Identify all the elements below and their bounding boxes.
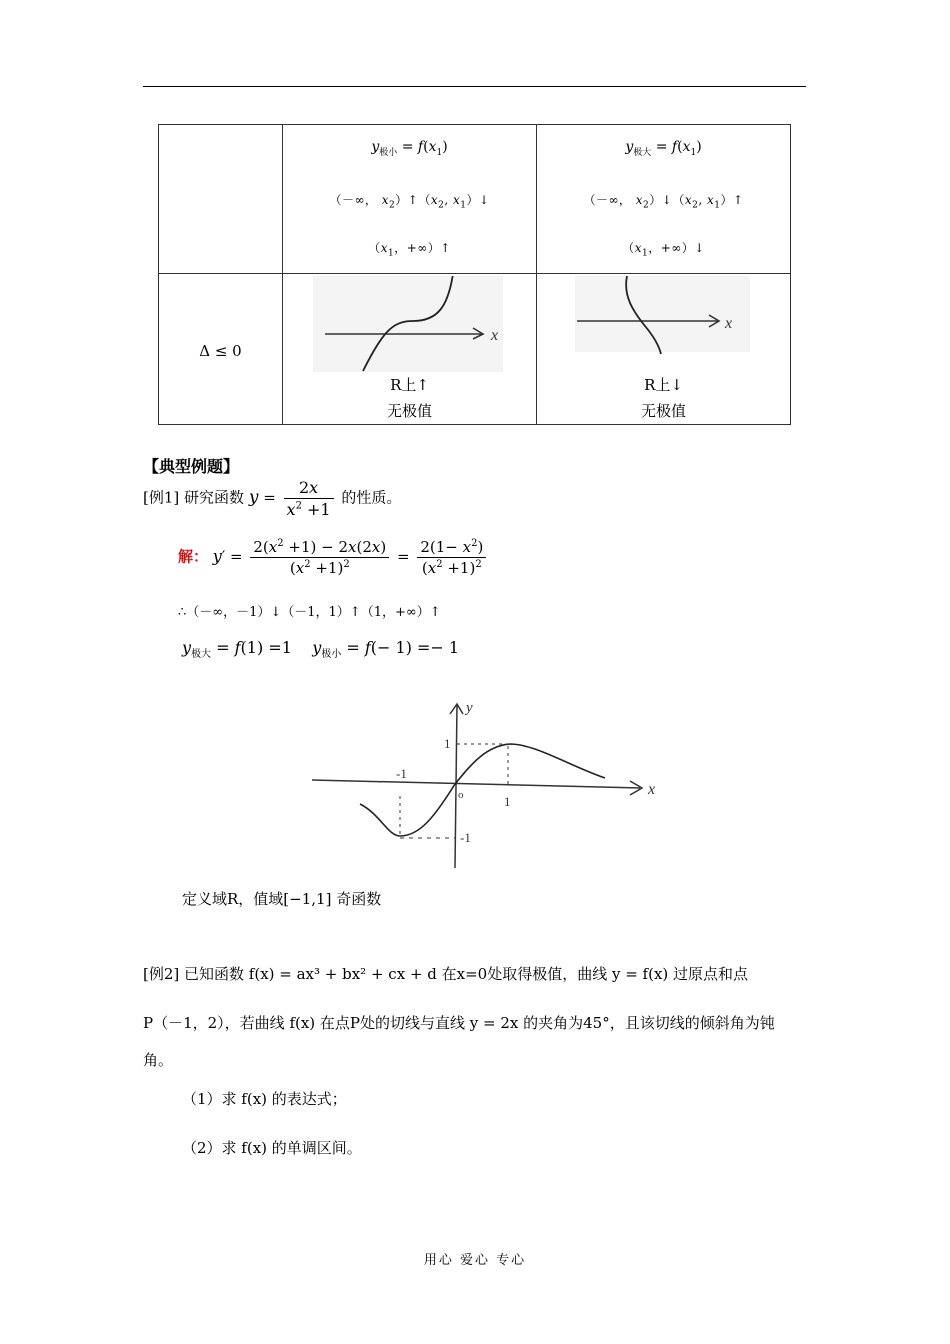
svg-text:x: x [491,327,499,344]
example2-question1: （1）求 f(x) 的表达式； [182,1090,347,1108]
delta-label: Δ ≤ 0 [199,342,242,360]
decreasing-sketch [575,276,785,374]
increasing-sketch [313,276,523,374]
table-cell-empty [159,125,283,274]
example1-graph [300,696,680,876]
increasing-caption-2: 无极值 [386,402,432,420]
example1-derivative: 解： y′ = $\frac{2(x^2 +1) - 2x(2x)}{(x^2 +1)^2}$ = $\frac{2(1- x^2)}{(x^2 +1)^2}$ [178,538,489,577]
x-axis [312,780,640,788]
function-curve [360,744,605,836]
example2-line3: 角。 [143,1051,174,1069]
svg-text:x: x [725,315,733,332]
decreasing-caption-2: 无极值 [640,402,686,420]
example1-extremes: $y_{极大} = f(1) =1$ $y_{极小} = f(- 1) =- 1$ [182,638,460,661]
extremum-table [158,124,791,425]
example1-monotonic: ∴（－∞，－1）↓（－1，1）↑（1，+∞）↑ [178,605,441,620]
y-tick-1: 1 [444,736,451,751]
example2-line2: P（－1，2），若曲线 f(x) 在点P处的切线与直线 y = 2x 的夹角为45°，且该切线的倾斜角为钝 [143,1014,775,1032]
table-cell-max: $y_{极大} = f(x_1)$ （－∞， $x_2)↓(x_2$, $x_1)↑$ （$x_1$，+∞）↓ [537,125,791,274]
example2-question2: （2）求 f(x) 的单调区间。 [182,1139,362,1157]
example1-prompt: [例1] 研究函数 y = $\frac{2x}{x^2 +1}$ 的性质。 [143,478,402,519]
table-cell-min: $y_{极小} = f(x_1)$ （－∞， $x_2)↑(x_2$, $x_1)↓$ （$x_1$，+∞）↑ [283,125,537,274]
tick-pos-1: 1 [504,794,511,809]
example2-line1: [例2] 已知函数 f(x) = ax³ + bx² + cx + d 在x=0处取得极值，曲线 y = f(x) 过原点和点 [143,965,749,983]
section-title: 【典型例题】 [143,457,240,476]
y-axis-label: y [466,700,473,716]
header-rule [143,86,806,87]
increasing-caption-1: R上↑ [390,376,429,394]
table-cell-decreasing [537,274,791,425]
x-axis-label: x [648,781,656,798]
tick-neg-1: -1 [396,766,407,781]
page-footer: 用心 爱心 专心 [423,1253,527,1268]
y-axis [455,704,457,868]
table-cell-delta [159,274,283,425]
origin-label: o [458,789,464,801]
table-cell-increasing [283,274,537,425]
y-tick-neg-1: -1 [460,830,471,845]
example1-conclusion: 定义域R，值域[−1,1] 奇函数 [182,890,382,908]
solution-label: 解： [178,547,209,566]
decreasing-caption-1: R上↓ [644,376,683,394]
